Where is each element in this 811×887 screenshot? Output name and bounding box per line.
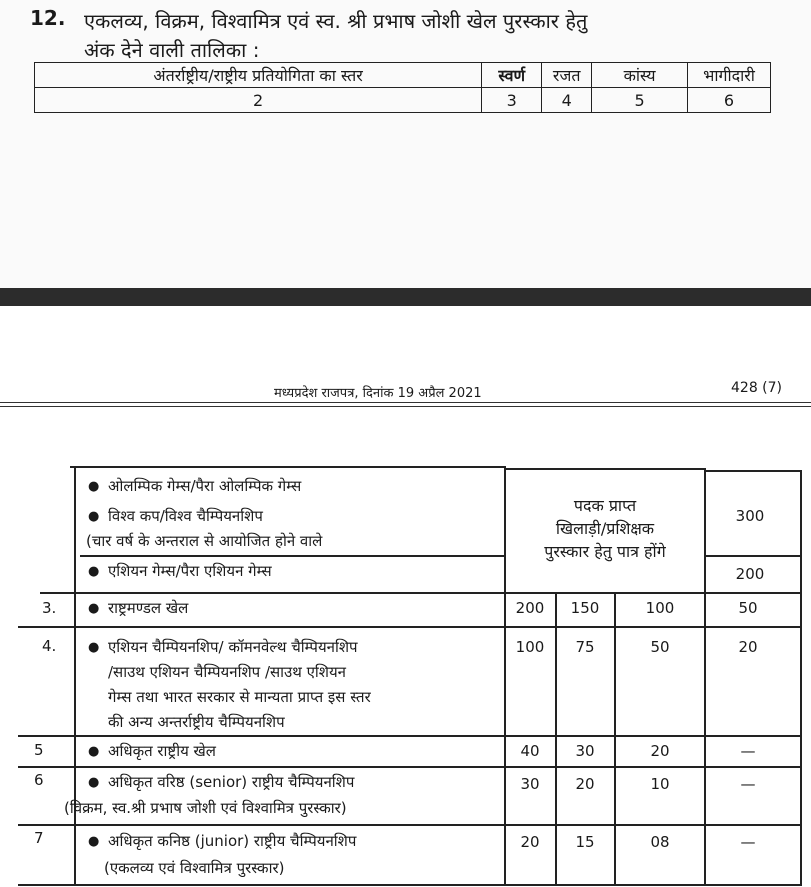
section-title-line2: अंक देने वाली तालिका :: [84, 38, 260, 62]
medal-note-line: पुरस्कार हेतु पात्र होंगे: [544, 542, 666, 561]
row-label: अधिकृत कनिष्ठ (junior) राष्ट्रीय चैम्पियनशिप: [108, 832, 357, 850]
medal-note-line: पदक प्राप्त: [573, 496, 637, 515]
col-number: 3: [482, 88, 542, 113]
participation-value: 300: [735, 507, 765, 525]
bronze-value: 50: [650, 638, 670, 656]
col-number: 4: [542, 88, 592, 113]
medal-note-line: खिलाड़ी/प्रशिक्षक: [555, 519, 655, 538]
table-line: [704, 555, 800, 557]
table-line: [504, 468, 704, 470]
table-row: [35, 63, 771, 88]
row-label: राष्ट्रमण्डल खेल: [108, 599, 189, 617]
silver-value: 20: [575, 775, 595, 793]
row-label: /साउथ एशियन चैम्पियनशिप /साउथ एशियन: [108, 663, 346, 681]
table-line: [70, 466, 504, 468]
table-line: [18, 884, 800, 886]
gold-value: 30: [520, 775, 540, 793]
participation-value: —: [740, 742, 756, 760]
row-number: 6: [34, 771, 44, 789]
row-label: अधिकृत राष्ट्रीय खेल: [108, 742, 216, 760]
gazette-header: मध्यप्रदेश राजपत्र, दिनांक 19 अप्रैल 2021: [274, 386, 482, 401]
bronze-value: 10: [650, 775, 670, 793]
col-number: 2: [35, 88, 482, 113]
col-number: 6: [688, 88, 771, 113]
section-title-line1: एकलव्य, विक्रम, विश्वामित्र एवं स्व. श्री प्रभाष जोशी खेल पुरस्कार हेतु: [84, 9, 588, 33]
bullet-icon: ●: [88, 834, 100, 849]
bronze-value: 100: [645, 599, 675, 617]
page-divider-band: [0, 288, 811, 306]
table-line: [80, 555, 504, 557]
bullet-icon: ●: [88, 640, 100, 655]
header-bronze: कांस्य: [592, 63, 688, 88]
header-level: अंतर्राष्ट्रीय/राष्ट्रीय प्रतियोगिता का स्तर: [35, 63, 482, 88]
medal-winner-note: [506, 494, 704, 563]
table-line: [18, 626, 800, 628]
participation-value: —: [740, 833, 756, 851]
item-world-cup: विश्व कप/विश्व चैम्पियनशिप: [108, 507, 263, 525]
table-line: [74, 466, 76, 886]
table-line: [704, 468, 706, 886]
header-rule: [0, 406, 811, 407]
gold-value: 20: [520, 833, 540, 851]
header-gold: स्वर्ण: [482, 63, 542, 88]
row-number: 3.: [42, 599, 57, 617]
table-line: [18, 735, 800, 737]
col-number: 5: [592, 88, 688, 113]
gold-value: 200: [515, 599, 545, 617]
silver-value: 15: [575, 833, 595, 851]
silver-value: 30: [575, 742, 595, 760]
bullet-icon: ●: [88, 744, 100, 759]
gold-value: 40: [520, 742, 540, 760]
item-olympic: ओलम्पिक गेम्स/पैरा ओलम्पिक गेम्स: [108, 477, 302, 495]
participation-value: 50: [738, 599, 758, 617]
header-silver: रजत: [542, 63, 592, 88]
table-line: [704, 470, 800, 472]
row-label: गेम्स तथा भारत सरकार से मान्यता प्राप्त इस स्तर: [108, 688, 371, 706]
table-line: [18, 766, 800, 768]
row-label: (एकलव्य एवं विश्वामित्र पुरस्कार): [104, 859, 285, 877]
item-asian-games: एशियन गेम्स/पैरा एशियन गेम्स: [108, 562, 272, 580]
bullet-icon: ●: [88, 479, 100, 494]
table-line: [18, 824, 800, 826]
row-number: 7: [34, 829, 44, 847]
participation-value: 200: [735, 565, 765, 583]
participation-value: —: [740, 775, 756, 793]
table-line: [800, 470, 802, 886]
header-rule: [0, 402, 811, 403]
item-world-cup-note: (चार वर्ष के अन्तराल से आयोजित होने वाले: [86, 532, 323, 550]
row-label: (विक्रम, स्व.श्री प्रभाष जोशी एवं विश्वामित्र पुरस्कार): [64, 799, 347, 817]
points-header-table: [34, 62, 771, 113]
bronze-value: 08: [650, 833, 670, 851]
participation-value: 20: [738, 638, 758, 656]
gold-value: 100: [515, 638, 545, 656]
silver-value: 75: [575, 638, 595, 656]
bullet-icon: ●: [88, 564, 100, 579]
row-label: की अन्य अन्तर्राष्ट्रीय चैम्पियनशिप: [108, 713, 285, 731]
bronze-value: 20: [650, 742, 670, 760]
section-number: 12.: [30, 6, 66, 30]
row-number: 5: [34, 741, 44, 759]
bullet-icon: ●: [88, 601, 100, 616]
bullet-icon: ●: [88, 509, 100, 524]
row-label: एशियन चैम्पियनशिप/ कॉमनवेल्थ चैम्पियनशिप: [108, 638, 358, 656]
table-row: [35, 88, 771, 113]
bullet-icon: ●: [88, 775, 100, 790]
silver-value: 150: [570, 599, 600, 617]
page-number: 428 (7): [731, 380, 783, 396]
row-label: अधिकृत वरिष्ठ (senior) राष्ट्रीय चैम्पियनशिप: [108, 773, 355, 791]
header-participation: भागीदारी: [688, 63, 771, 88]
row-number: 4.: [42, 637, 57, 655]
table-line: [40, 592, 800, 594]
